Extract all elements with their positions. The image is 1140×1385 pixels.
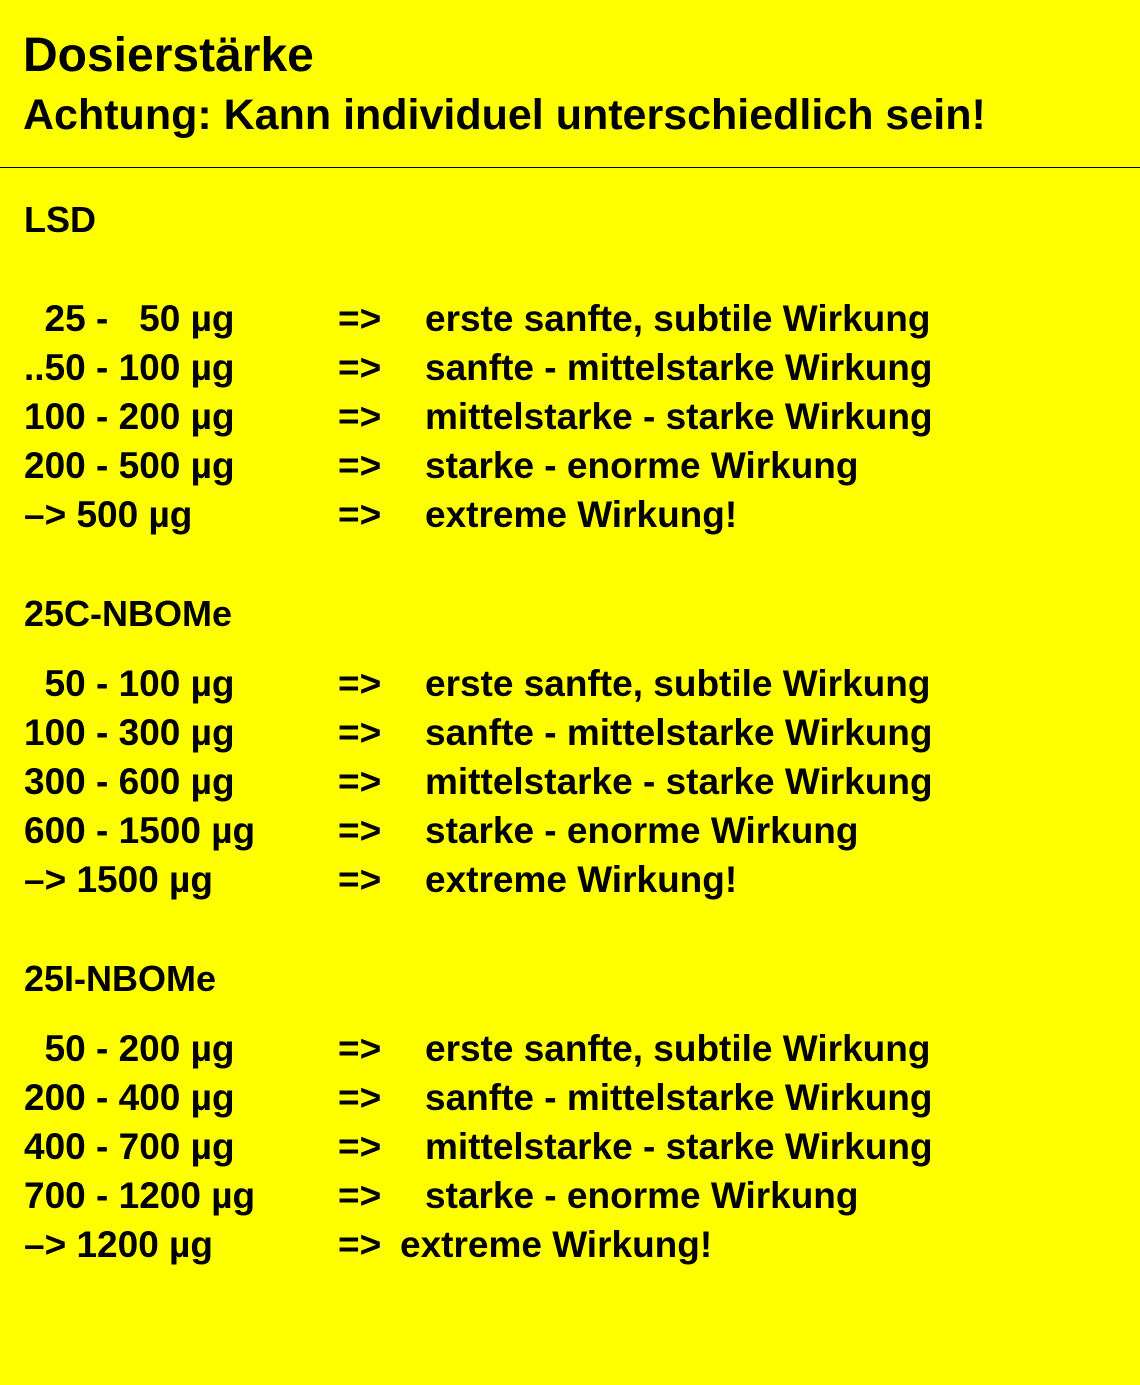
dose-row xyxy=(0,664,1140,704)
dose-row xyxy=(0,762,1140,802)
arrow: => xyxy=(338,663,382,704)
dose-range: 400 - 700 µg xyxy=(24,1126,235,1167)
arrow: => xyxy=(338,761,382,802)
arrow: => xyxy=(338,494,382,535)
effect-text: mittelstarke - starke Wirkung xyxy=(425,1126,933,1167)
dose-range: –> 500 µg xyxy=(24,494,193,535)
effect-text: erste sanfte, subtile Wirkung xyxy=(425,663,931,704)
dose-range: 200 - 500 µg xyxy=(24,445,235,486)
section-title-lsd: LSD xyxy=(24,199,96,240)
effect-text: mittelstarke - starke Wirkung xyxy=(425,761,933,802)
dose-range: –> 1500 µg xyxy=(24,859,213,900)
arrow: => xyxy=(338,1224,382,1265)
effect-text: mittelstarke - starke Wirkung xyxy=(425,396,933,437)
effect-text: sanfte - mittelstarke Wirkung xyxy=(425,347,933,388)
page-title: Dosierstärke xyxy=(23,29,314,82)
dose-row xyxy=(0,860,1140,900)
arrow: => xyxy=(338,712,382,753)
section-title-25c-nbome: 25C-NBOMe xyxy=(24,593,233,634)
effect-text: erste sanfte, subtile Wirkung xyxy=(425,298,931,339)
dose-range: 50 - 100 µg xyxy=(24,663,235,704)
warning-text: Achtung: Kann individuel unterschiedlich sein! xyxy=(23,91,986,139)
effect-text: starke - enorme Wirkung xyxy=(425,445,859,486)
dose-row xyxy=(0,1029,1140,1069)
effect-text: sanfte - mittelstarke Wirkung xyxy=(425,712,933,753)
arrow: => xyxy=(338,298,382,339)
dose-range: 600 - 1500 µg xyxy=(24,810,256,851)
effect-text: extreme Wirkung! xyxy=(425,859,738,900)
arrow: => xyxy=(338,445,382,486)
arrow: => xyxy=(338,1077,382,1118)
effect-text: starke - enorme Wirkung xyxy=(425,810,859,851)
dose-range: 100 - 300 µg xyxy=(24,712,235,753)
arrow: => xyxy=(338,396,382,437)
dose-row xyxy=(0,713,1140,753)
arrow: => xyxy=(338,1028,382,1069)
dose-range: 100 - 200 µg xyxy=(24,396,235,437)
dose-row xyxy=(0,1127,1140,1167)
arrow: => xyxy=(338,1126,382,1167)
effect-text: sanfte - mittelstarke Wirkung xyxy=(425,1077,933,1118)
effect-text: extreme Wirkung! xyxy=(425,494,738,535)
dose-range: 300 - 600 µg xyxy=(24,761,235,802)
dose-row xyxy=(0,811,1140,851)
dose-row xyxy=(0,1078,1140,1118)
dose-row xyxy=(0,299,1140,339)
section-title-25i-nbome: 25I-NBOMe xyxy=(24,958,217,999)
dose-range: ..50 - 100 µg xyxy=(24,347,235,388)
dose-row xyxy=(0,495,1140,535)
dose-range: 25 - 50 µg xyxy=(24,298,235,339)
dose-row xyxy=(0,397,1140,437)
arrow: => xyxy=(338,1175,382,1216)
dose-row xyxy=(0,446,1140,486)
header xyxy=(0,0,1140,168)
dose-range: 200 - 400 µg xyxy=(24,1077,235,1118)
dose-row xyxy=(0,1225,1140,1265)
dose-row xyxy=(0,1176,1140,1216)
arrow: => xyxy=(338,347,382,388)
arrow: => xyxy=(338,859,382,900)
dose-range: –> 1200 µg xyxy=(24,1224,213,1265)
dose-range: 700 - 1200 µg xyxy=(24,1175,256,1216)
effect-text: starke - enorme Wirkung xyxy=(425,1175,859,1216)
dose-range: 50 - 200 µg xyxy=(24,1028,235,1069)
dose-row xyxy=(0,348,1140,388)
effect-text: extreme Wirkung! xyxy=(400,1224,713,1265)
effect-text: erste sanfte, subtile Wirkung xyxy=(425,1028,931,1069)
arrow: => xyxy=(338,810,382,851)
